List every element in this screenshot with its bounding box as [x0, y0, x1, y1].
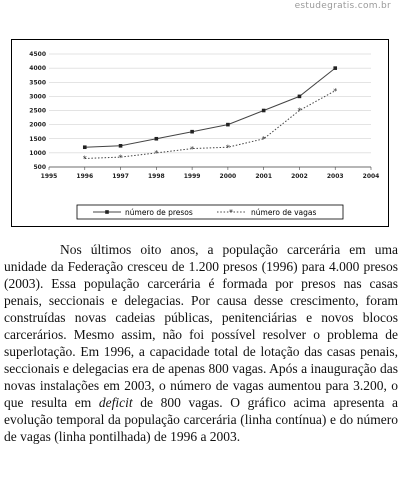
vagas-point: * — [297, 106, 302, 116]
x-tick-label: 2000 — [219, 173, 237, 180]
x-tick-label: 2003 — [326, 173, 344, 180]
watermark: estudegratis.com.br — [294, 1, 391, 11]
y-tick-label: 3000 — [29, 93, 46, 101]
article-part-2: de 800 vagas. O gráfico acima apresenta a evolução temporal da população carcerária (linha contínua) e do número de vagas (linha pontilhada) de 1996 a 2003. — [4, 395, 398, 444]
legend-presos-label: número de presos — [125, 208, 193, 217]
vagas-point: * — [333, 86, 338, 96]
x-tick-label: 2002 — [291, 173, 308, 180]
vagas-point: * — [154, 149, 159, 159]
x-tick-labels — [41, 173, 380, 180]
vagas-point: * — [118, 153, 123, 163]
chart-axes — [49, 167, 371, 170]
y-tick-label: 1500 — [29, 135, 46, 143]
presos-point — [333, 66, 337, 70]
presos-point — [155, 137, 159, 141]
y-tick-label: 1000 — [29, 149, 46, 157]
y-tick-label: 4000 — [29, 65, 46, 73]
line-chart — [0, 0, 403, 240]
presos-point — [119, 144, 123, 148]
vagas-point: * — [225, 143, 230, 153]
vagas-point: * — [190, 144, 195, 154]
vagas-point: * — [261, 134, 266, 144]
x-tick-label: 1998 — [147, 173, 165, 180]
legend-vagas-marker: * — [229, 208, 233, 218]
y-tick-label: 2500 — [29, 107, 46, 115]
chart-series — [83, 66, 337, 163]
presos-point — [262, 109, 266, 113]
deficit-word: deficit — [98, 395, 133, 410]
presos-point — [190, 130, 194, 134]
y-tick-label: 4500 — [29, 51, 46, 58]
presos-point — [83, 145, 87, 149]
y-tick-label: 500 — [33, 164, 46, 171]
x-tick-label: 1997 — [112, 173, 129, 180]
x-tick-label: 2004 — [362, 173, 380, 180]
x-tick-label: 1996 — [76, 173, 94, 180]
x-tick-label: 1995 — [40, 173, 58, 180]
article-text — [4, 241, 398, 445]
chart-grid — [49, 54, 371, 167]
x-tick-label: 2001 — [255, 173, 273, 180]
y-tick-labels — [29, 51, 46, 171]
presos-point — [298, 95, 302, 99]
presos-point — [226, 123, 230, 127]
y-tick-label: 3500 — [29, 79, 46, 87]
article-part-1: Nos últimos oito anos, a população carcerária em uma unidade da Federação cresceu de 1.200 presos (1996) para 4.000 presos (2003). Essa população carcerária é formada por presos nas casas penais, seccionais e delegacias. Por causa desse crescimento, foram construídas novas cadeias públicas, penitenciárias e novos blocos carcerários. Mesmo assim, não foi possível resolver o problema de superlotação. Em 1996, a capacidade total de lotação das casas penais, seccionais e delegacias era de apenas 800 vagas. Após a inauguração das novas instalações em 2003, o número de vagas aumentou para 3.200, o que resulta em — [4, 242, 398, 410]
legend-presos-marker — [105, 210, 109, 214]
vagas-point: * — [82, 154, 87, 164]
x-tick-label: 1999 — [183, 173, 201, 180]
y-tick-label: 2000 — [29, 121, 46, 129]
chart-legend — [77, 205, 343, 219]
legend-vagas-label: número de vagas — [251, 208, 317, 217]
